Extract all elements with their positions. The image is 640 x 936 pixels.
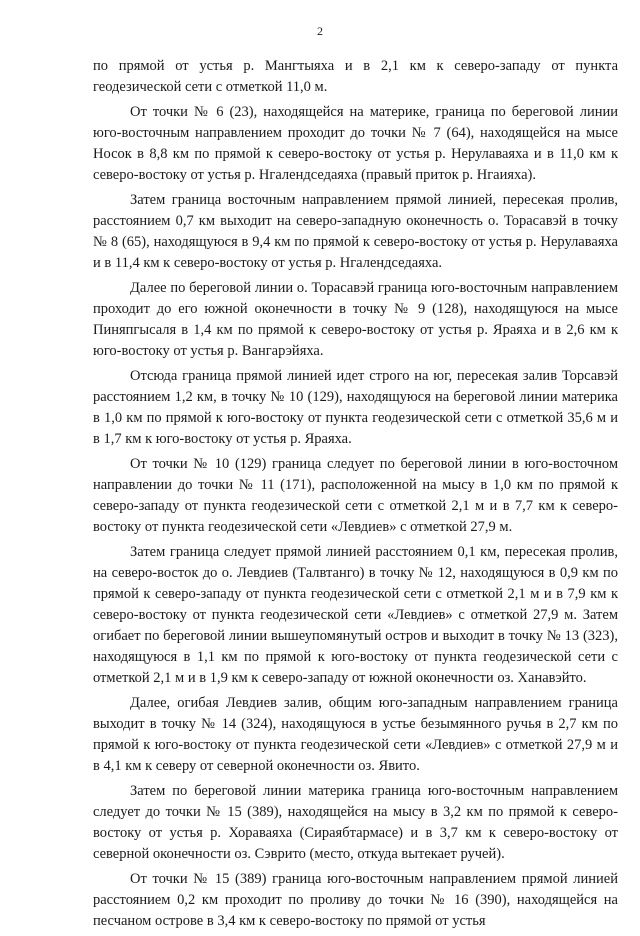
paragraph-3: Затем граница восточным направлением прямой линией, пересекая пролив, расстоянием 0,7 км выходит на северо-западную оконечность о. Торасавэй в точку № 8 (65), находящуюся в 9,4 км по прямой к северо-востоку от устья р. Нерулаваяха и в 11,4 км к северо-востоку от устья р. Нгалендседаяха. (93, 192, 618, 271)
paragraph-1: по прямой от устья р. Мангтыяха и в 2,1 км к северо-западу от пункта геодезической сети с отметкой 11,0 м. (93, 58, 618, 95)
paragraph-4: Далее по береговой линии о. Торасавэй граница юго-восточным направлением проходит до его южной оконечности в точку № 9 (128), находящуюся на мысе Пиняпгысаля в 1,4 км по прямой к северо-востоку от устья р. Яраяха и в 2,6 км к юго-востоку от устья р. Вангарэйяха. (93, 280, 618, 359)
page-number: 2 (317, 24, 323, 38)
paragraph-5: Отсюда граница прямой линией идет строго на юг, пересекая залив Торсавэй расстоянием 1,2 км, в точку № 10 (129), находящуюся на береговой линии материка в 1,0 км по прямой к юго-востоку от пункта геодезической сети с отметкой 35,6 м и в 1,7 км к юго-востоку от устья р. Яраяха. (93, 368, 618, 447)
paragraph-8: Далее, огибая Левдиев залив, общим юго-западным направлением граница выходит в точку № 14 (324), находящуюся в устье безымянного ручья в 2,7 км по прямой к юго-востоку от пункта геодезической сети «Левдиев» с отметкой 27,9 м и в 4,1 км к северу от северной оконечности оз. Явито. (93, 695, 618, 774)
paragraph-2: От точки № 6 (23), находящейся на материке, граница по береговой линии юго-восточным направлением проходит до точки № 7 (64), находящейся на мысе Носок в 8,8 км по прямой к северо-востоку от устья р. Нерулаваяха и в 11,0 км к северо-востоку от устья р. Нгалендседаяха (правый приток р. Нгаияха). (93, 104, 618, 183)
paragraph-9: Затем по береговой линии материка граница юго-восточным направлением следует до точки № 15 (389), находящейся на мысу в 3,2 км по прямой к северо-востоку от устья р. Хораваяха (Сираябтармасе) и в 3,7 км к северо-востоку от северной оконечности оз. Сэврито (место, откуда вытекает ручей). (93, 783, 618, 862)
paragraph-6: От точки № 10 (129) граница следует по береговой линии в юго-восточном направлении до точки № 11 (171), расположенной на мысу в 1,0 км по прямой к северо-западу от пункта геодезической сети с отметкой 2,1 м и в 7,7 км к северо-востоку от пункта геодезической сети «Левдиев» с отметкой 27,9 м. (93, 456, 618, 535)
document-body (93, 56, 618, 936)
paragraph-10: От точки № 15 (389) граница юго-восточным направлением прямой линией расстоянием 0,2 км проходит по проливу до точки № 16 (390), находящейся на песчаном острове в 3,4 км к северо-востоку по прямой от устья (93, 871, 618, 929)
paragraph-7: Затем граница следует прямой линией расстоянием 0,1 км, пересекая пролив, на северо-восток до о. Левдиев (Талвтанго) в точку № 12, находящуюся в 0,9 км по прямой к северо-западу от пункта геодезической сети с отметкой 2,1 м и в 7,9 км к северо-востоку от пункта геодезической сети «Левдиев» с отметкой 27,9 м. Затем огибает по береговой линии вышеупомянутый остров и выходит в точку № 13 (323), находящуюся в 1,1 км по прямой к юго-востоку от пункта геодезической сети с отметкой 2,1 м и в 1,9 км к северо-западу от южной оконечности оз. Ханавэйто. (93, 544, 618, 686)
